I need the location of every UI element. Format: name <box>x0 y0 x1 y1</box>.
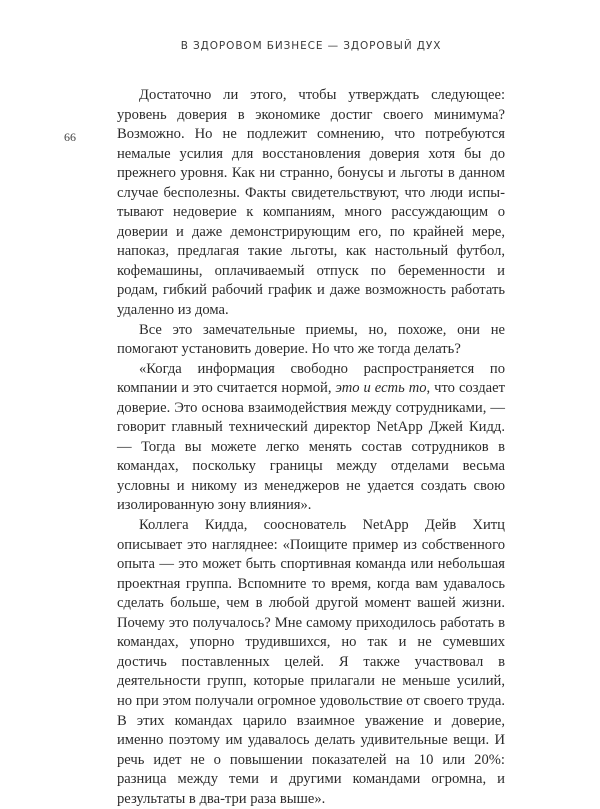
paragraph-1 <box>117 86 505 321</box>
paragraph-text: Достаточно ли этого, чтобы утверждать следующее: уровень доверия в экономике достиг своего минимума? Возможно. Но не подлежит сомнению, что потребуются немалые усилия для восстановления доверия хотя бы до прежнего уровня. Как ни странно, бонусы и льготы в данном случае бесполезны. Факты свидетельствуют, что люди испытывают недоверие к компаниям, много рассуждающим о доверии и даже демонстрирующим его, по крайней мере, напоказ, предлагая такие льготы, как настольный футбол, кофемашины, оплачиваемый отпуск по беременности и родам, гибкий рабочий график и даже возможность работать удаленно из дома. <box>117 87 505 319</box>
paragraph-text: , что создает доверие. Это основа взаимодействия между сотрудниками, — говорит главный технический директор NetApp Джей Кидд. — Тогда вы можете легко менять состав сотрудников в командах, поскольку границы между отделами весьма условны и никому из менеджеров не удается создать свою изолированную зону влияния». <box>117 380 505 514</box>
running-header: В ЗДОРОВОМ БИЗНЕСЕ — ЗДОРОВЫЙ ДУХ <box>180 40 442 52</box>
emphasis-text: это и есть то <box>335 380 427 397</box>
paragraph-4-quote <box>117 516 505 809</box>
page-number: 66 <box>64 130 76 144</box>
paragraph-text: Коллега Кидда, сооснователь NetApp Дейв Хитц описывает это нагляднее: «Поищите пример из собственного опыта — это может быть спортивная команда или небольшая проектная группа. Вспомните то время, когда вам удавалось сделать больше, чем в любой другой момент вашей жизни. Почему это получалось? Мне самому приходилось работать в командах, упорно трудившихся, но так и не сумевших достичь поставленных целей. Я также участвовал в деятельности групп, которые прилагали не меньше усилий, но при этом получали огромное удовольствие от своего труда. В этих командах царило взаимное уважение и доверие, именно поэтому им удавалось делать удивительные вещи. И речь идет не о повышении показателей на 10 или 20%: разница между теми и другими командами огромна, и результаты в два-три раза выше». <box>117 517 505 807</box>
paragraph-2 <box>117 321 505 360</box>
paragraph-text: Все это замечательные приемы, но, похоже, они не помогают установить доверие. Но что же тогда делать? <box>117 321 505 358</box>
body-text <box>117 86 505 809</box>
paragraph-3-quote <box>117 360 505 516</box>
paragraph-text: «Когда информация свободно распространяется по компании и это считается нормой, <box>117 360 505 397</box>
